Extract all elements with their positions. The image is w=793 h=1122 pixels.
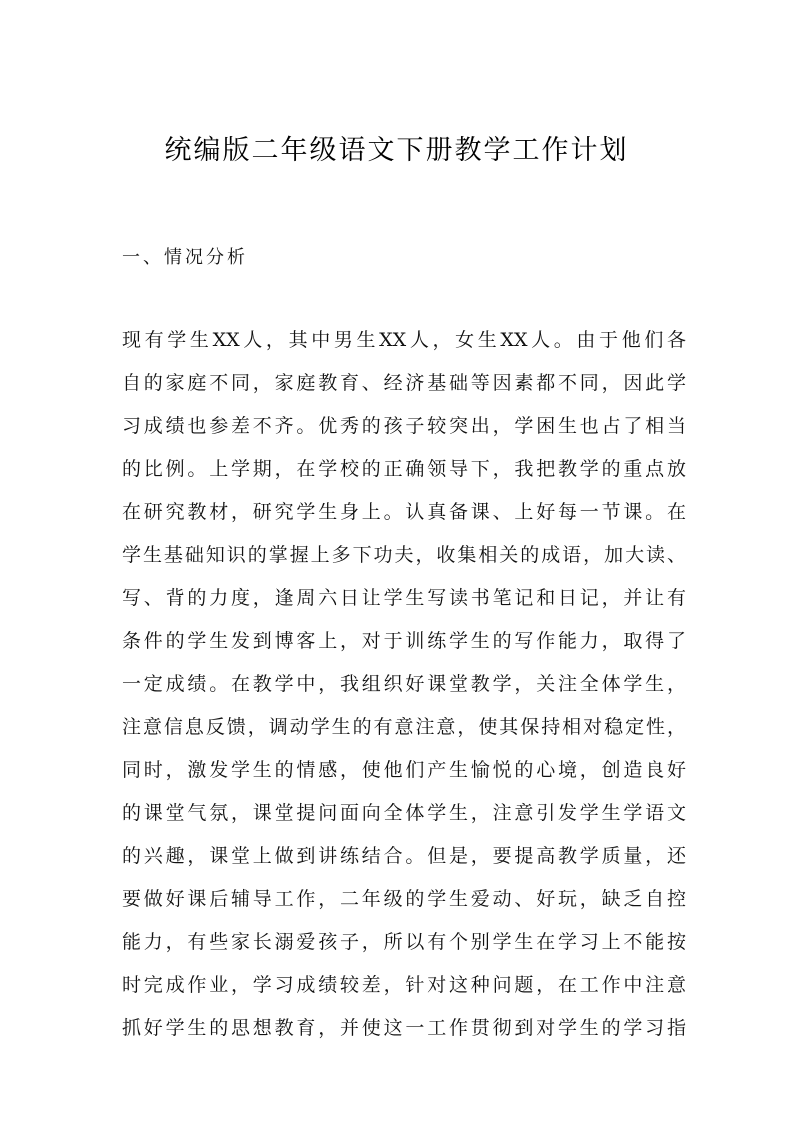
paragraph-line: 的兴趣，课堂上做到讲练结合。但是，要提高教学质量，还 [122, 845, 686, 867]
paragraph-line: 一定成绩。在教学中，我组织好课堂教学，关注全体学生， [122, 673, 686, 695]
paragraph-line: 写、背的力度，逢周六日让学生写读书笔记和日记，并让有 [122, 587, 686, 609]
section-heading: 一、情况分析 [122, 247, 248, 268]
paragraph-line: 同时，激发学生的情感，使他们产生愉悦的心境，创造良好 [122, 759, 686, 781]
paragraph-line: 现有学生XX人，其中男生XX人，女生XX人。由于他们各 [122, 329, 686, 351]
paragraph-line: 时完成作业，学习成绩较差，针对这种问题，在工作中注意 [122, 974, 686, 996]
paragraph-line: 能力，有些家长溺爱孩子，所以有个别学生在学习上不能按 [122, 931, 686, 953]
paragraph-line: 自的家庭不同，家庭教育、经济基础等因素都不同，因此学 [122, 372, 686, 394]
paragraph-line: 注意信息反馈，调动学生的有意注意，使其保持相对稳定性， [122, 716, 686, 738]
paragraph-line: 的比例。上学期，在学校的正确领导下，我把教学的重点放 [122, 458, 686, 480]
paragraph-line: 习成绩也参差不齐。优秀的孩子较突出，学困生也占了相当 [122, 415, 686, 437]
document-title: 统编版二年级语文下册教学工作计划 [164, 135, 629, 166]
paragraph-line: 抓好学生的思想教育，并使这一工作贯彻到对学生的学习指 [122, 1017, 686, 1039]
paragraph-line: 学生基础知识的掌握上多下功夫，收集相关的成语，加大读、 [122, 544, 686, 566]
paragraph-line: 条件的学生发到博客上，对于训练学生的写作能力，取得了 [122, 630, 686, 652]
paragraph-body [122, 326, 686, 1057]
paragraph-line: 在研究教材，研究学生身上。认真备课、上好每一节课。在 [122, 501, 686, 523]
paragraph-line: 要做好课后辅导工作，二年级的学生爱动、好玩，缺乏自控 [122, 888, 686, 910]
paragraph-line: 的课堂气氛，课堂提问面向全体学生，注意引发学生学语文 [122, 802, 686, 824]
